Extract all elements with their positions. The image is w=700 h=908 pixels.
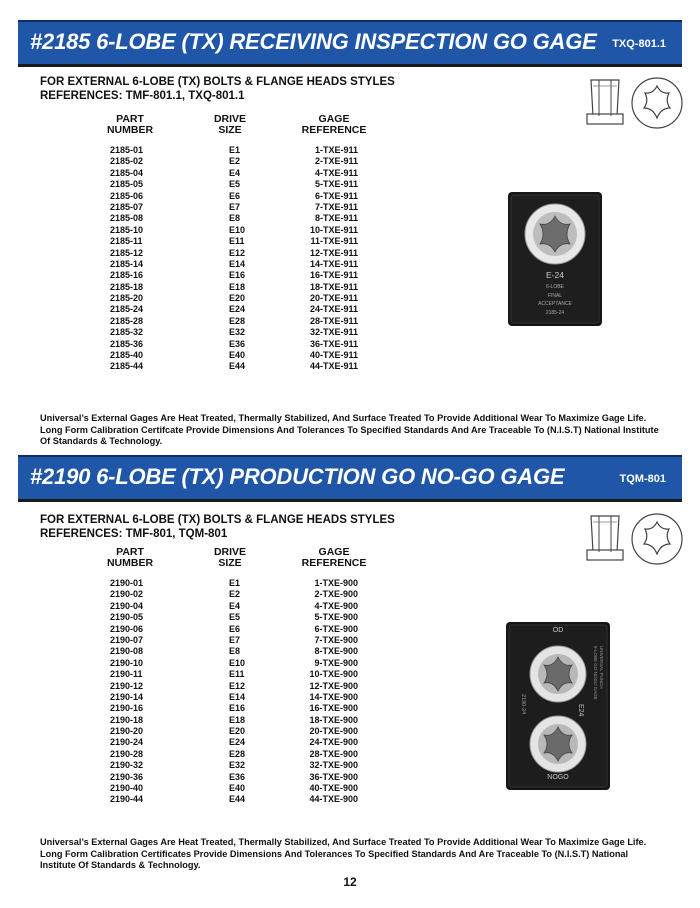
drive-size-cell: E7 <box>229 201 241 212</box>
drive-size-cell: E4 <box>229 167 241 178</box>
table-row <box>80 304 380 315</box>
col-head-drive <box>200 547 260 569</box>
col-head-gage-l2: REFERENCE <box>301 124 367 136</box>
drive-size-cell: E11 <box>229 669 245 680</box>
drive-size-cell: E12 <box>229 680 246 691</box>
drive-size-cell: E40 <box>229 783 246 794</box>
table-row <box>80 692 380 703</box>
gage-reference-cell: 16-TXE-911 <box>309 270 358 281</box>
gage-reference-cell: 24-TXE-900 <box>309 737 358 748</box>
col-head-gage-l1: GAGE <box>318 113 350 125</box>
col-head-gage-l2: REFERENCE <box>301 557 367 569</box>
table-row <box>80 635 380 646</box>
drive-size-cell: E24 <box>229 737 246 748</box>
col-head-part-l2: NUMBER <box>106 124 154 136</box>
table-row <box>80 794 380 805</box>
bolt-top-icon <box>630 512 684 571</box>
drive-size-cell: E1 <box>229 145 241 155</box>
gage-reference-cell: 36-TXE-911 <box>309 338 358 349</box>
gage-reference-cell: 12-TXE-900 <box>309 680 358 691</box>
go-nogo-gage-image <box>506 622 610 795</box>
gage-reference-cell: 1-TXE-911 <box>314 145 358 155</box>
drive-size-cell: E8 <box>229 213 241 224</box>
gage-reference-cell: 8-TXE-900 <box>314 646 358 657</box>
page-number: 12 <box>343 875 357 889</box>
drive-size-cell: E28 <box>229 748 246 759</box>
table-row <box>80 715 380 726</box>
bolt-side-icon <box>585 512 625 569</box>
section1-footnote: Universal’s External Gages Are Heat Treated, Thermally Stabilized, And Surface Treated To Provide Additional Wear To Maximize Gage Life. Long Form Calibration Certifcate Provide Dimensions And Tolerances To Specified Standards And Are Traceable To (N.I.S.T) National Institute Of Standards & Technology. <box>40 413 659 446</box>
drive-size-cell: E20 <box>229 726 246 737</box>
gage-reference-cell: 28-TXE-900 <box>309 748 358 759</box>
bolt-side-icon <box>585 76 625 133</box>
gage-reference-cell: 7-TXE-911 <box>314 201 358 212</box>
gage-part-label: 2190-24 <box>520 694 526 715</box>
table-row <box>80 783 380 794</box>
part-number-cell: 2185-14 <box>110 258 144 269</box>
part-number-cell: 2190-12 <box>110 680 144 691</box>
gage-size-label: E24 <box>577 704 584 717</box>
col-head-drive-l1: DRIVE <box>213 113 247 125</box>
gage-reference-cell: 44-TXE-911 <box>309 361 358 372</box>
table-row <box>80 681 380 692</box>
table-row <box>80 293 380 304</box>
part-number-cell: 2185-02 <box>110 156 144 167</box>
gage-brand-label: UNIVERSAL PUNCH <box>599 646 604 689</box>
section2-sub2: REFERENCES: TMF-801, TQM-801 <box>40 528 228 540</box>
table-row <box>80 156 380 167</box>
drive-size-cell: E8 <box>229 646 241 657</box>
table-row <box>80 316 380 327</box>
drive-size-cell: E5 <box>229 612 241 623</box>
section2-ref: TQM-801 <box>619 473 666 485</box>
section1-banner <box>18 20 682 64</box>
col-head-part <box>100 114 160 136</box>
table-row <box>80 361 380 372</box>
part-number-cell: 2190-04 <box>110 600 144 611</box>
drive-size-cell: E32 <box>229 760 246 771</box>
part-number-cell: 2190-07 <box>110 634 144 645</box>
gage-reference-cell: 11-TXE-911 <box>310 236 358 247</box>
table-row <box>80 578 380 589</box>
gage-reference-cell: 10-TXE-911 <box>309 224 358 235</box>
table-row <box>80 760 380 771</box>
table-row <box>80 236 380 247</box>
table-row <box>80 339 380 350</box>
gage-reference-cell: 32-TXE-911 <box>309 327 358 338</box>
part-number-cell: 2190-05 <box>110 612 144 623</box>
drive-size-cell: E4 <box>229 600 241 611</box>
part-number-cell: 2185-01 <box>110 145 144 155</box>
part-number-cell: 2190-10 <box>110 657 144 668</box>
table-row <box>80 624 380 635</box>
section2-footnote: Universal’s External Gages Are Heat Treated, Thermally Stabilized, And Surface Treated To Provide Additional Wear To Maximize Gage Life. Long Form Calibration Certificates Provide Dimensions And Tolerances To Specified Standards And Are Traceable To (N.I.S.T) National Institute Of Standards & Technology. <box>40 837 647 870</box>
part-number-cell: 2185-05 <box>110 179 144 190</box>
section2-table <box>80 578 380 806</box>
part-number-cell: 2190-18 <box>110 714 144 725</box>
part-number-cell: 2185-16 <box>110 270 144 281</box>
col-head-part-l2: NUMBER <box>106 557 154 569</box>
table-row <box>80 248 380 259</box>
col-head-part-l1: PART <box>116 113 144 125</box>
table-row <box>80 737 380 748</box>
drive-size-cell: E10 <box>229 657 246 668</box>
part-number-cell: 2185-18 <box>110 281 144 292</box>
gage-nogo-label: NOGO <box>547 774 569 781</box>
table-row <box>80 168 380 179</box>
part-number-cell: 2190-24 <box>110 737 144 748</box>
table-row <box>80 646 380 657</box>
gage-reference-cell: 28-TXE-911 <box>309 315 358 326</box>
drive-size-cell: E2 <box>229 589 241 600</box>
gage-line-1: 6-LOBE <box>546 284 564 290</box>
drive-size-cell: E16 <box>229 270 246 281</box>
bolt-top-icon <box>630 76 684 135</box>
drive-size-cell: E40 <box>229 350 246 361</box>
part-number-cell: 2190-16 <box>110 703 144 714</box>
drive-size-cell: E14 <box>229 691 246 702</box>
col-head-drive-l2: SIZE <box>218 124 242 136</box>
part-number-cell: 2190-11 <box>110 669 143 680</box>
drive-size-cell: E36 <box>229 338 246 349</box>
col-head-part-l1: PART <box>116 546 144 558</box>
drive-size-cell: E32 <box>229 327 246 338</box>
drive-size-cell: E24 <box>229 304 246 315</box>
gage-label: E-24 <box>546 270 564 280</box>
section1-sub2: REFERENCES: TMF-801.1, TXQ-801.1 <box>40 90 245 102</box>
part-number-cell: 2185-36 <box>110 338 144 349</box>
table-row <box>80 601 380 612</box>
part-number-cell: 2190-01 <box>110 578 144 588</box>
drive-size-cell: E18 <box>229 281 246 292</box>
gage-reference-cell: 5-TXE-911 <box>314 179 358 190</box>
table-row <box>80 327 380 338</box>
gage-reference-cell: 2-TXE-911 <box>314 156 358 167</box>
drive-size-cell: E20 <box>229 293 246 304</box>
gage-line-4: 2185-24 <box>545 309 565 316</box>
table-row <box>80 213 380 224</box>
drive-size-cell: E12 <box>229 247 246 258</box>
part-number-cell: 2185-28 <box>110 315 144 326</box>
receiving-gage-image <box>508 192 602 331</box>
section1-sub1: FOR EXTERNAL 6-LOBE (TX) BOLTS & FLANGE HEADS STYLES <box>40 76 395 88</box>
part-number-cell: 2190-36 <box>110 771 144 782</box>
table-row <box>80 350 380 361</box>
gage-reference-cell: 18-TXE-911 <box>309 281 358 292</box>
gage-reference-cell: 4-TXE-900 <box>314 600 358 611</box>
gage-reference-cell: 44-TXE-900 <box>309 794 358 805</box>
part-number-cell: 2185-24 <box>110 304 144 315</box>
drive-size-cell: E44 <box>229 794 246 805</box>
drive-size-cell: E36 <box>229 771 246 782</box>
part-number-cell: 2185-08 <box>110 213 144 224</box>
section1-table <box>80 145 380 373</box>
gage-reference-cell: 16-TXE-900 <box>309 703 358 714</box>
part-number-cell: 2190-44 <box>110 794 144 805</box>
gage-line-2: FINAL <box>547 292 563 299</box>
part-number-cell: 2190-08 <box>110 646 144 657</box>
table-row <box>80 658 380 669</box>
gage-reference-cell: 24-TXE-911 <box>309 304 358 315</box>
part-number-cell: 2190-32 <box>110 760 144 771</box>
part-number-cell: 2190-02 <box>110 589 144 600</box>
gage-reference-cell: 5-TXE-900 <box>314 612 358 623</box>
part-number-cell: 2185-04 <box>110 167 144 178</box>
gage-reference-cell: 14-TXE-900 <box>309 691 358 702</box>
drive-size-cell: E7 <box>229 634 241 645</box>
gage-reference-cell: 40-TXE-911 <box>309 350 358 361</box>
drive-size-cell: E10 <box>229 224 246 235</box>
drive-size-cell: E28 <box>229 315 246 326</box>
drive-size-cell: E6 <box>229 623 241 634</box>
gage-reference-cell: 2-TXE-900 <box>314 589 358 600</box>
gage-reference-cell: 20-TXE-911 <box>309 293 358 304</box>
table-row <box>80 749 380 760</box>
gage-reference-cell: 18-TXE-900 <box>309 714 358 725</box>
gage-reference-cell: 20-TXE-900 <box>309 726 358 737</box>
table-row <box>80 589 380 600</box>
table-row <box>80 612 380 623</box>
part-number-cell: 2185-40 <box>110 350 144 361</box>
table-row <box>80 703 380 714</box>
part-number-cell: 2185-07 <box>110 201 144 212</box>
col-head-drive <box>200 114 260 136</box>
gage-line-3: ACCEPTANCE <box>538 301 572 307</box>
section1-title: #2185 6-LOBE (TX) RECEIVING INSPECTION GO GAGE <box>30 29 597 54</box>
drive-size-cell: E1 <box>229 578 241 588</box>
gage-engraving <box>508 283 602 317</box>
part-number-cell: 2185-20 <box>110 293 144 304</box>
table-row <box>80 179 380 190</box>
part-number-cell: 2190-20 <box>110 726 144 737</box>
part-number-cell: 2190-40 <box>110 783 144 794</box>
gage-reference-cell: 6-TXE-900 <box>314 623 358 634</box>
gage-reference-cell: 9-TXE-900 <box>314 657 358 668</box>
gage-reference-cell: 36-TXE-900 <box>309 771 358 782</box>
col-head-drive-l1: DRIVE <box>213 546 247 558</box>
section2-title: #2190 6-LOBE (TX) PRODUCTION GO NO-GO GAGE <box>30 464 565 489</box>
table-row <box>80 726 380 737</box>
gage-reference-cell: 8-TXE-911 <box>314 213 358 224</box>
gage-reference-cell: 1-TXE-900 <box>314 578 358 588</box>
drive-size-cell: E11 <box>229 236 245 247</box>
part-number-cell: 2185-10 <box>110 224 144 235</box>
drive-size-cell: E6 <box>229 190 241 201</box>
gage-reference-cell: 6-TXE-911 <box>314 190 358 201</box>
gage-desc-label: 6-LOBE GO-NOGO GAGE <box>593 646 598 700</box>
part-number-cell: 2185-12 <box>110 247 144 258</box>
section1-ref: TXQ-801.1 <box>612 38 666 50</box>
part-number-cell: 2190-14 <box>110 691 144 702</box>
table-row <box>80 282 380 293</box>
table-row <box>80 270 380 281</box>
gage-od-label: OD <box>552 627 564 634</box>
table-row <box>80 145 380 156</box>
drive-size-cell: E14 <box>229 258 246 269</box>
gage-reference-cell: 10-TXE-900 <box>309 669 358 680</box>
part-number-cell: 2190-28 <box>110 748 144 759</box>
drive-size-cell: E18 <box>229 714 246 725</box>
gage-reference-cell: 32-TXE-900 <box>309 760 358 771</box>
col-head-gage <box>294 547 374 569</box>
col-head-gage <box>294 114 374 136</box>
table-row <box>80 772 380 783</box>
table-row <box>80 202 380 213</box>
gage-reference-cell: 7-TXE-900 <box>314 634 358 645</box>
drive-size-cell: E5 <box>229 179 241 190</box>
gage-reference-cell: 12-TXE-911 <box>309 247 358 258</box>
section2-subhead <box>40 513 395 541</box>
part-number-cell: 2190-06 <box>110 623 144 634</box>
part-number-cell: 2185-11 <box>110 236 143 247</box>
drive-size-cell: E16 <box>229 703 246 714</box>
part-number-cell: 2185-06 <box>110 190 144 201</box>
table-row <box>80 669 380 680</box>
col-head-part <box>100 547 160 569</box>
part-number-cell: 2185-32 <box>110 327 144 338</box>
section1-subhead <box>40 75 395 103</box>
section2-banner <box>18 455 682 499</box>
table-row <box>80 191 380 202</box>
drive-size-cell: E44 <box>229 361 246 372</box>
gage-reference-cell: 40-TXE-900 <box>309 783 358 794</box>
table-row <box>80 259 380 270</box>
section2-sub1: FOR EXTERNAL 6-LOBE (TX) BOLTS & FLANGE HEADS STYLES <box>40 514 395 526</box>
table-row <box>80 225 380 236</box>
gage-reference-cell: 14-TXE-911 <box>309 258 358 269</box>
part-number-cell: 2185-44 <box>110 361 144 372</box>
gage-reference-cell: 4-TXE-911 <box>314 167 358 178</box>
col-head-gage-l1: GAGE <box>318 546 350 558</box>
col-head-drive-l2: SIZE <box>218 557 242 569</box>
drive-size-cell: E2 <box>229 156 241 167</box>
